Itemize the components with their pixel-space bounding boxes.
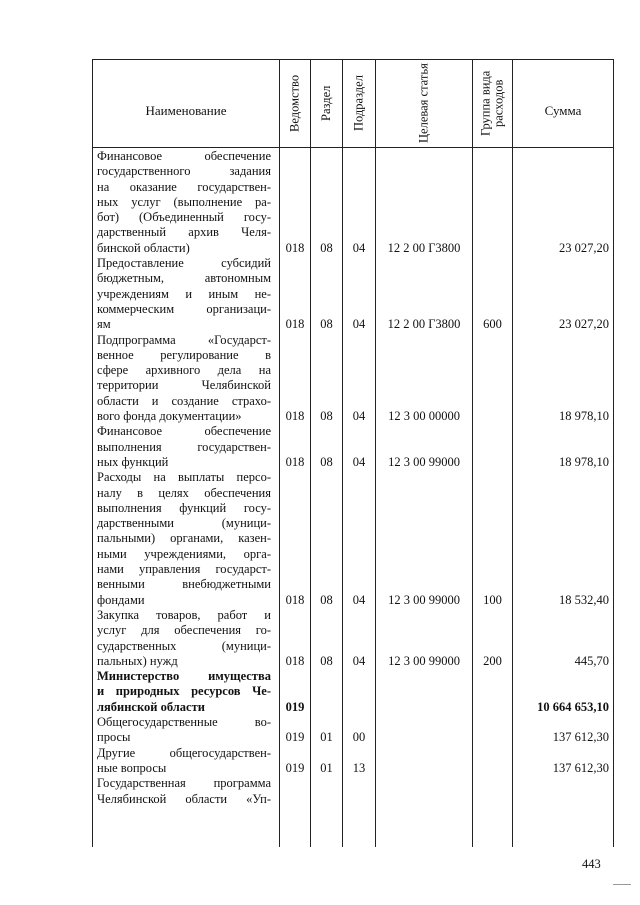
row-name (97, 746, 271, 777)
header-name: Наименование (145, 103, 227, 118)
row-razdel: 08 (320, 454, 333, 469)
table-row (92, 776, 614, 807)
row-summa: 18 532,40 (559, 592, 609, 607)
row-summa: 18 978,10 (559, 454, 609, 469)
row-name (97, 715, 271, 746)
row-name-line: сударственных (муници- (97, 638, 271, 653)
header-bottom-border (92, 147, 614, 148)
row-gruppa: 600 (483, 317, 502, 332)
table-row (92, 424, 614, 470)
table-row (92, 608, 614, 669)
row-name-line: просы (97, 730, 131, 745)
row-razdel: 01 (320, 730, 333, 745)
row-name-line: ных услуг (выполнение ра- (97, 194, 271, 209)
row-name-line: венное регулирование в (97, 347, 271, 362)
row-name-line: государственного задания (97, 164, 271, 179)
row-vedomstvo: 018 (285, 454, 305, 469)
row-name-line: сфере архивного дела на (97, 363, 271, 378)
table-row (92, 746, 614, 777)
row-podrazdel: 04 (352, 592, 366, 607)
row-vedomstvo: 018 (285, 653, 305, 668)
row-razdel: 08 (320, 653, 333, 668)
row-name-line: Расходы на выплаты персо- (97, 470, 271, 485)
row-summa: 23 027,20 (559, 317, 609, 332)
table-row (92, 715, 614, 746)
row-name-line: Челябинской области «Уп- (97, 791, 271, 806)
row-vedomstvo: 018 (285, 240, 305, 255)
row-name-line: услуг для обеспечения го- (97, 623, 271, 638)
corner-mark (613, 884, 631, 885)
row-name-line: ные вопросы (97, 760, 167, 775)
row-name-line: коммерческим организаци- (97, 301, 271, 316)
row-podrazdel: 04 (352, 409, 366, 424)
row-summa: 18 978,10 (559, 409, 609, 424)
header-summa: Сумма (544, 103, 582, 118)
row-name-line: Финансовое обеспечение (97, 149, 271, 163)
row-gruppa: 100 (483, 592, 502, 607)
row-name-line: дарственный архив Челя- (97, 225, 271, 240)
header-podrazdel: Подраздел (351, 75, 366, 131)
row-name (97, 776, 271, 807)
row-name-line: области и создание страхо- (97, 393, 271, 408)
budget-table (92, 59, 614, 847)
row-celevaya: 12 2 00 Г3800 (387, 240, 461, 255)
table-top-border (92, 59, 614, 60)
header-razdel: Раздел (319, 85, 333, 121)
row-gruppa: 200 (483, 653, 502, 668)
row-name-line: учреждениям и иным не- (97, 286, 271, 301)
row-celevaya: 12 3 00 99000 (388, 454, 460, 469)
header-vedomstvo: Ведомство (287, 74, 302, 132)
header-celevaya: Целевая статья (416, 63, 431, 143)
row-name-line: Общегосударственные во- (97, 715, 271, 730)
row-name (97, 669, 271, 715)
row-name-line: и природных ресурсов Че- (97, 684, 271, 699)
row-name-line: Предоставление субсидий (97, 256, 271, 271)
row-name-line: Закупка товаров, работ и (97, 608, 271, 622)
row-name-line: дарственными (муници- (97, 516, 271, 531)
row-name (97, 608, 271, 669)
row-name-line: налу в целях обеспечения (97, 485, 271, 500)
table-row (92, 256, 614, 333)
row-podrazdel: 04 (352, 454, 366, 469)
row-name-line: вого фонда документации» (97, 409, 242, 424)
row-name (97, 256, 271, 332)
row-summa: 10 664 653,10 (537, 699, 609, 714)
row-celevaya: 12 3 00 99000 (388, 653, 460, 668)
row-celevaya: 12 2 00 Г3800 (387, 317, 461, 332)
row-podrazdel: 13 (352, 760, 366, 775)
page-number: 443 (582, 857, 601, 871)
row-name (97, 424, 271, 470)
table-row (92, 333, 614, 425)
row-name-line: ям (97, 317, 111, 332)
row-vedomstvo: 019 (285, 760, 305, 775)
row-name-line: Подпрограмма «Государст- (97, 332, 271, 347)
row-name-line: Финансовое обеспечение (97, 424, 271, 439)
row-name-line: пальных) нужд (97, 653, 178, 668)
table-row (92, 470, 614, 608)
row-name-line: бюджетным, автономным (97, 271, 271, 286)
row-vedomstvo: 018 (285, 409, 305, 424)
row-vedomstvo: 018 (285, 317, 305, 332)
row-summa: 137 612,30 (552, 760, 609, 775)
table-row (92, 149, 614, 256)
row-name (97, 333, 271, 425)
row-name (97, 149, 271, 256)
row-vedomstvo: 018 (285, 592, 305, 607)
row-name-line: выполнения функций госу- (97, 500, 271, 515)
row-vedomstvo: 019 (285, 730, 305, 745)
row-name-line: нами управления государст- (97, 562, 271, 577)
row-vedomstvo: 019 (285, 699, 305, 714)
row-summa: 445,70 (574, 653, 609, 668)
row-celevaya: 12 3 00 00000 (388, 409, 460, 424)
row-podrazdel: 04 (352, 240, 366, 255)
row-razdel: 08 (320, 317, 333, 332)
row-name-line: пальными) органами, казен- (97, 531, 271, 546)
row-razdel: 08 (320, 592, 333, 607)
row-name-line: территории Челябинской (97, 378, 271, 393)
row-name-line: Министерство имущества (97, 669, 271, 684)
row-name-line: ными учреждениями, орга- (97, 546, 271, 561)
row-razdel: 01 (320, 760, 333, 775)
row-name-line: бинской области) (97, 240, 190, 255)
row-name-line: Другие общегосударствен- (97, 745, 271, 760)
row-summa: 23 027,20 (559, 240, 609, 255)
row-name-line: ных функций (97, 454, 169, 469)
row-name-line: выполнения государствен- (97, 439, 271, 454)
row-celevaya: 12 3 00 99000 (388, 592, 460, 607)
row-name-line: бот) (Объединенный госу- (97, 210, 271, 225)
row-razdel: 08 (320, 240, 333, 255)
row-name-line: на оказание государствен- (97, 179, 271, 194)
row-razdel: 08 (320, 409, 333, 424)
row-podrazdel: 04 (352, 653, 366, 668)
header-gruppa: Группа вида расходов (478, 70, 506, 136)
row-podrazdel: 04 (352, 317, 366, 332)
table-row (92, 669, 614, 715)
row-name-line: Государственная программа (97, 776, 271, 791)
row-name-line: фондами (97, 592, 145, 607)
row-summa: 137 612,30 (552, 730, 609, 745)
row-name-line: лябинской области (97, 699, 205, 714)
row-name (97, 470, 271, 608)
row-podrazdel: 00 (352, 730, 366, 745)
row-name-line: венными внебюджетными (97, 577, 271, 592)
